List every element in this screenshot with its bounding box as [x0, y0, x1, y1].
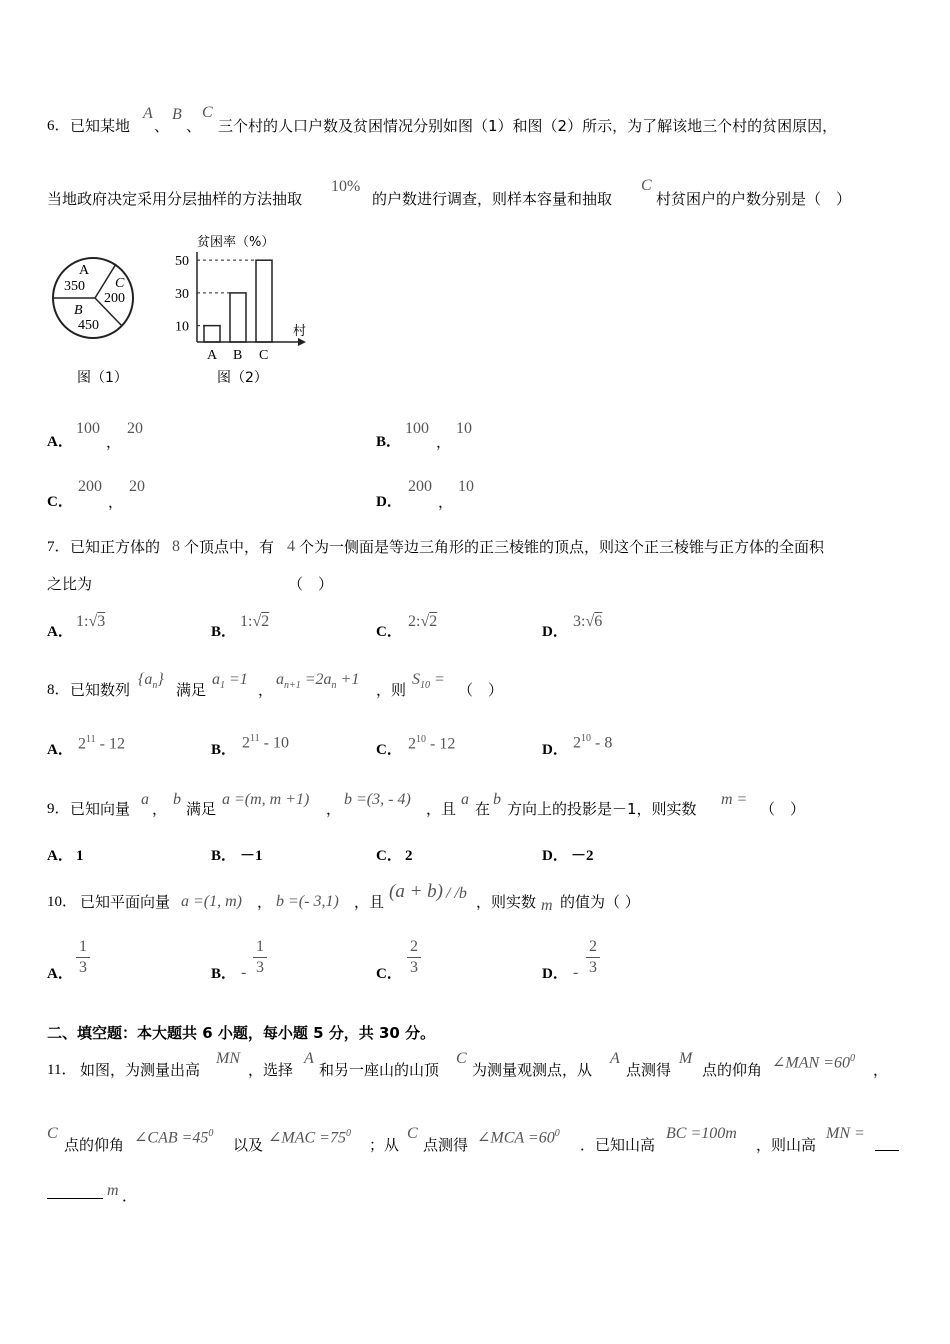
bar-y-tick-50: 50 — [175, 254, 189, 270]
q10-comma: ， — [257, 893, 273, 911]
bar-caption: 图（2） — [217, 370, 268, 386]
q10-a-definition: a =(1, m) — [181, 893, 243, 910]
q9-text-5: 方向上的投影是－1，则实数 — [507, 800, 697, 818]
q9-a-definition: a =(m, m +1) — [222, 791, 310, 808]
q11-height-bc: BC =100m — [666, 1125, 737, 1142]
q11-angle-mac: ∠MAC $=75^0$ — [268, 1128, 351, 1147]
q6-option-b-comma: ， — [436, 433, 452, 451]
q7-number: 7． — [47, 539, 70, 555]
q7-option-c-value: 2:√2 — [408, 613, 438, 630]
bar-y-title: 贫困率（%） — [197, 235, 275, 250]
q6-sep-1: 、 — [154, 117, 170, 135]
section-2-heading: 二、填空题：本大题共 6 小题，每小题 5 分，共 30 分。 — [47, 1024, 436, 1042]
q6-var-b: B — [172, 106, 182, 123]
q6-option-a-comma: ， — [106, 433, 122, 451]
q9-m-equals: m = — [721, 791, 748, 808]
q6-option-c-label: C． — [47, 494, 73, 510]
q9-vector-a-2: a — [461, 791, 469, 808]
q9-option-a-value: 1 — [76, 848, 84, 864]
q9-vector-a: a — [141, 791, 149, 808]
q8-option-b-label: B． — [211, 742, 237, 758]
q9-vector-b-2: b — [493, 791, 501, 808]
q9-option-d-value: －2 — [571, 848, 594, 864]
pie-label-b: B — [74, 303, 83, 318]
q11-var-m: M — [679, 1050, 693, 1067]
q6-option-b-value-2: 10 — [456, 420, 472, 437]
q9-option-d-label: D． — [542, 848, 568, 864]
q7-option-a-label: A． — [47, 624, 73, 640]
q6-text-3: 当地政府决定采用分层抽样的方法抽取 — [47, 190, 303, 208]
q11-var-mn: MN — [216, 1050, 240, 1067]
q11-text-7: 点的仰角 — [64, 1136, 125, 1154]
q6-number: 6． — [47, 118, 70, 134]
q6-option-b-value-1: 100 — [405, 420, 429, 437]
q11-var-a: A — [304, 1050, 314, 1067]
q11-var-c: C — [456, 1050, 467, 1067]
q10-number: 10． — [47, 894, 78, 910]
q11-text-1: 如图，为测量出高 — [80, 1061, 201, 1079]
q11-text-4: 为测量观测点，从 — [472, 1061, 593, 1079]
q6-var-a: A — [143, 105, 153, 122]
q11-text-6: 点的仰角 — [702, 1061, 763, 1079]
q10-option-a-fraction: 1 3 — [76, 938, 90, 977]
q7-text-3: 个为一侧面是等边三角形的正三棱锥的顶点，则这个正三棱锥与正方体的全面积 — [299, 538, 825, 556]
bar-category-label-c: C — [259, 348, 269, 363]
bar-x-name: 村 — [293, 324, 307, 339]
q10-option-b-label: B． — [211, 966, 237, 982]
q8-option-a-label: A． — [47, 742, 73, 758]
q8-sequence: $\{a_n\}$ — [138, 671, 164, 692]
q8-sum: $S_{10}$ = — [412, 671, 445, 692]
q6-option-d-label: D． — [376, 494, 402, 510]
q9-text-4: 在 — [475, 800, 491, 818]
q11-number: 11． — [47, 1062, 77, 1078]
bar-chart-figure-2 — [165, 230, 315, 395]
q9-text-3: ，且 — [426, 800, 457, 818]
q8-text-2: 满足 — [176, 681, 207, 699]
bar-b — [230, 293, 246, 342]
q9-option-b-label: B． — [211, 848, 237, 864]
q11-answer-blank-2[interactable] — [47, 1198, 103, 1199]
q6-option-a-value-2: 20 — [127, 420, 143, 437]
q8-option-a-value: $2^{11} - 12$ — [78, 734, 125, 753]
bar-category-label-b: B — [233, 348, 243, 363]
q7-text-4: 之比为 — [47, 575, 93, 593]
q10-option-d-sign: - — [573, 964, 579, 981]
q11-answer-blank-1[interactable] — [875, 1150, 899, 1151]
q10-option-a-label: A． — [47, 966, 73, 982]
q6-var-c: C — [202, 104, 213, 121]
q9-number: 9． — [47, 801, 70, 817]
q9-text-2: 满足 — [186, 800, 217, 818]
q11-angle-cab: ∠CAB $=45^0$ — [134, 1128, 214, 1147]
q9-paren: （ ） — [760, 800, 806, 818]
q7-option-b-value: 1:√2 — [240, 613, 270, 630]
bar-c — [256, 260, 272, 342]
q6-option-c-comma: ， — [108, 493, 124, 511]
q6-percent: 10% — [331, 178, 361, 195]
q11-var-a-2: A — [610, 1050, 620, 1067]
q11-mn-equals: MN = — [826, 1125, 865, 1142]
q9-option-b-value: －1 — [240, 848, 263, 864]
q8-text-3: ，则 — [376, 681, 407, 699]
q7-number-4: 4 — [287, 538, 295, 555]
q11-comma: ， — [873, 1061, 889, 1079]
q11-text-3: 和另一座山的山顶 — [319, 1061, 440, 1079]
q8-option-c-value: $2^{10} - 12$ — [408, 734, 456, 753]
q9-option-c-value: 2 — [405, 848, 413, 864]
q8-recurrence: $a_{n+1} =2a_n +1$ — [276, 671, 360, 692]
q11-var-c-2: C — [47, 1125, 58, 1142]
q6-option-c-value-2: 20 — [129, 478, 145, 495]
q10-option-d-fraction: 2 3 — [586, 938, 600, 977]
q8-initial-term: $a_1 =1$ — [212, 671, 248, 692]
q6-option-d-value-1: 200 — [408, 478, 432, 495]
q11-end: ． — [122, 1187, 138, 1205]
q11-text-12: ，则山高 — [756, 1136, 817, 1154]
q8-option-b-value: $2^{11} - 10$ — [242, 733, 289, 752]
q9-vector-b: b — [173, 791, 181, 808]
pie-label-a: A — [79, 263, 90, 278]
bar-y-tick-10: 10 — [175, 319, 189, 335]
q9-comma-2: ， — [326, 800, 342, 818]
q7-option-b-label: B． — [211, 624, 237, 640]
q10-text-3: ，则实数 — [476, 893, 537, 911]
q6-text-4: 的户数进行调查，则样本容量和抽取 — [372, 190, 613, 208]
pie-chart-figure-1 — [40, 250, 150, 395]
q9-option-a-label: A． — [47, 848, 73, 864]
q8-option-d-value: $2^{10} - 8$ — [573, 733, 613, 752]
pie-value-b: 450 — [78, 318, 99, 333]
q10-option-c-label: C． — [376, 966, 402, 982]
bar-y-tick-30: 30 — [175, 286, 189, 302]
q6-var-c-2: C — [641, 177, 652, 194]
q6-option-c-value-1: 200 — [78, 478, 102, 495]
q10-b-definition: b =(- 3,1) — [276, 893, 339, 910]
q7-paren: （ ） — [288, 575, 334, 593]
q10-text-1: 已知平面向量 — [80, 893, 171, 911]
pie-value-a: 350 — [64, 279, 85, 294]
q9-b-definition: b =(3, - 4) — [344, 791, 411, 808]
q7-option-d-label: D． — [542, 624, 568, 640]
q10-option-c-fraction: 2 3 — [407, 938, 421, 977]
q11-text-11: ．已知山高 — [580, 1136, 656, 1154]
q7-number-8: 8 — [172, 538, 180, 555]
q8-text-1: 已知数列 — [70, 681, 131, 699]
q11-angle-mca: ∠MCA $=60^0$ — [477, 1128, 560, 1147]
q11-unit: m — [107, 1182, 119, 1199]
q11-var-c-3: C — [407, 1125, 418, 1142]
q10-text-4: 的值为（ ） — [560, 893, 640, 911]
q6-text-2: 三个村的人口户数及贫困情况分别如图（1）和图（2）所示，为了解该地三个村的贫困原因， — [218, 117, 838, 135]
q10-parallel: / /b — [446, 885, 467, 902]
q7-option-a-value: 1:√3 — [76, 613, 106, 630]
pie-caption: 图（1） — [77, 370, 128, 386]
q6-option-b-label: B． — [376, 434, 402, 450]
q7-text-2: 个顶点中，有 — [184, 538, 275, 556]
q6-option-a-value-1: 100 — [76, 420, 100, 437]
q10-sum-expression: (a + b) — [389, 881, 443, 902]
q10-option-b-fraction: 1 3 — [253, 938, 267, 977]
bar-category-label-a: A — [207, 348, 218, 363]
q9-text-1: 已知向量 — [70, 800, 131, 818]
q8-comma: ， — [258, 681, 274, 699]
pie-label-c: C — [115, 276, 125, 291]
q11-text-2: ，选择 — [248, 1061, 294, 1079]
q11-text-10: 点测得 — [423, 1136, 469, 1154]
q10-text-2: ，且 — [354, 893, 385, 911]
q7-option-c-label: C． — [376, 624, 402, 640]
q10-var-m: m — [541, 897, 553, 914]
q8-option-d-label: D． — [542, 742, 568, 758]
pie-value-c: 200 — [104, 291, 125, 306]
q10-option-b-sign: - — [241, 964, 247, 981]
q6-option-d-comma: ， — [438, 493, 454, 511]
q10-option-d-label: D． — [542, 966, 568, 982]
q6-option-a-label: A． — [47, 434, 73, 450]
q8-paren: （ ） — [458, 681, 504, 699]
q8-option-c-label: C． — [376, 742, 402, 758]
q6-option-d-value-2: 10 — [458, 478, 474, 495]
bar-x-arrow — [298, 338, 306, 346]
bar-a — [204, 326, 220, 342]
q6-sep-2: 、 — [186, 117, 202, 135]
q7-text-1: 已知正方体的 — [70, 538, 161, 556]
q9-comma-1: ， — [152, 800, 168, 818]
q11-angle-man: ∠MAN $=60^0$ — [772, 1053, 855, 1072]
q6-text-1: 已知某地 — [70, 117, 131, 135]
q7-option-d-value: 3:√6 — [573, 613, 603, 630]
q8-number: 8． — [47, 682, 70, 698]
q11-text-9: ；从 — [369, 1136, 400, 1154]
q6-text-5: 村贫困户的户数分别是（ ） — [656, 190, 852, 208]
q9-option-c-label: C． — [376, 848, 402, 864]
q11-text-5: 点测得 — [626, 1061, 672, 1079]
q11-text-8: 以及 — [233, 1136, 264, 1154]
